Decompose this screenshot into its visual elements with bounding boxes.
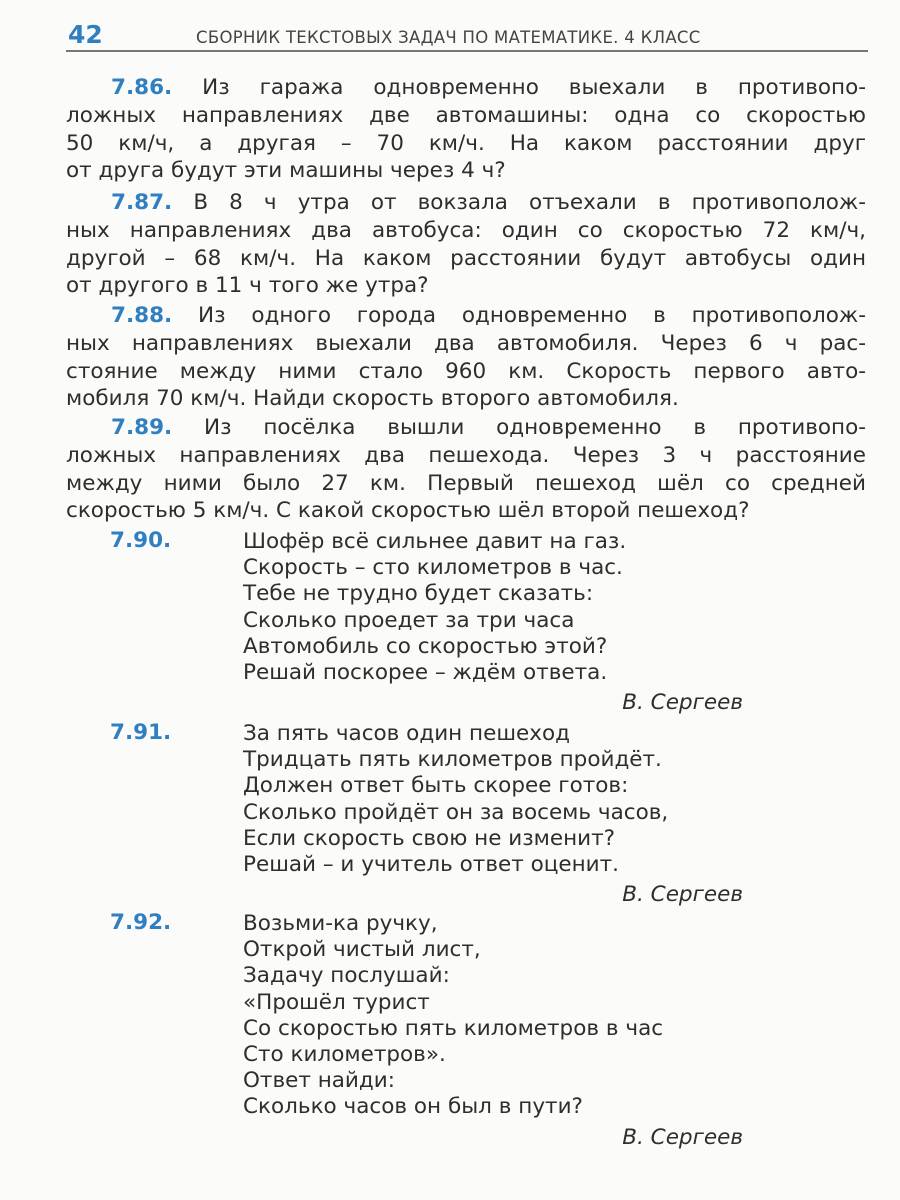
problem-788 (66, 302, 866, 413)
poem-line: Сто километров». (243, 1041, 446, 1067)
poem-line: Сколько пройдёт он за восемь часов, (243, 799, 669, 825)
problem-number: 7.92. (110, 910, 172, 935)
poem-line: Открой чистый лист, (243, 937, 481, 963)
poem-line: Возьми-ка ручку, (243, 911, 438, 936)
problem-787 (66, 189, 866, 300)
poem-line: Задачу послушай: (243, 963, 450, 989)
problem-text: Из посёлка вышли одновременно в противопо- (204, 415, 866, 440)
poem-author: В. Сергеев (622, 1124, 743, 1150)
problem-line (66, 302, 866, 330)
problem-text: Из одного города одновременно в противополож- (198, 303, 866, 328)
problem-text: В 8 ч утра от вокзала отъехали в противополож- (193, 190, 866, 215)
problem-line: от другого в 11 ч того же утра? (66, 273, 429, 299)
poem-line: Ответ найди: (243, 1068, 395, 1094)
poem-line: Сколько часов он был в пути? (243, 1094, 583, 1120)
problem-line (66, 189, 866, 217)
problem-number: 7.87. (111, 190, 173, 215)
problem-number: 7.88. (111, 303, 173, 328)
header-divider (66, 50, 868, 52)
problem-line: скоростью 5 км/ч. С какой скоростью шёл второй пешеход? (66, 498, 750, 524)
poem-line: Если скорость свою не изменит? (243, 825, 616, 851)
poem-author: В. Сергеев (622, 690, 743, 716)
running-title: СБОРНИК ТЕКСТОВЫХ ЗАДАЧ ПО МАТЕМАТИКЕ. 4 КЛАСС (196, 28, 701, 47)
problem-line: другой – 68 км/ч. На каком расстоянии будут автобусы один (66, 245, 866, 271)
problem-line: от друга будут эти машины через 4 ч? (66, 158, 506, 184)
problem-line: ных направлениях выехали два автомобиля. Через 6 ч рас- (66, 330, 866, 356)
problem-number: 7.86. (111, 75, 173, 100)
poem-author: В. Сергеев (622, 882, 743, 908)
poem-line: Шофёр всё сильнее давит на газ. (243, 529, 627, 554)
problem-line: ных направлениях два автобуса: один со скоростью 72 км/ч, (66, 217, 866, 243)
problem-number: 7.91. (110, 720, 172, 745)
page-number: 42 (68, 20, 103, 49)
problem-786 (66, 74, 866, 185)
problem-line (66, 74, 866, 102)
poem-line: «Прошёл турист (243, 989, 430, 1015)
poem-792 (243, 911, 743, 1153)
poem-line: За пять часов один пешеход (243, 721, 570, 746)
problem-line: между ними было 27 км. Первый пешеход шёл со средней (66, 470, 866, 496)
poem-line: Решай поскорее – ждём ответа. (243, 659, 608, 685)
poem-line: Тридцать пять километров пройдёт. (243, 747, 662, 773)
problem-line (66, 414, 866, 442)
problem-line: ложных направлениях два пешехода. Через 3 ч расстояние (66, 442, 866, 468)
poem-line: Тебе не трудно будет сказать: (243, 581, 594, 607)
poem-791 (243, 721, 743, 910)
poem-line: Автомобиль со скоростью этой? (243, 633, 608, 659)
problem-line: 50 км/ч, а другая – 70 км/ч. На каком расстоянии друг (66, 130, 866, 156)
problem-text: Из гаража одновременно выехали в противопо- (202, 75, 866, 100)
poem-line: Со скоростью пять километров в час (243, 1015, 664, 1041)
problem-line: ложных направлениях две автомашины: одна со скоростью (66, 102, 866, 128)
problem-789 (66, 414, 866, 525)
problem-line: стояние между ними стало 960 км. Скорость первого авто- (66, 358, 866, 384)
poem-line: Скорость – сто километров в час. (243, 555, 623, 581)
poem-line: Решай – и учитель ответ оценит. (243, 851, 619, 877)
poem-line: Должен ответ быть скорее готов: (243, 773, 629, 799)
problem-number: 7.90. (110, 528, 172, 553)
problem-line: мобиля 70 км/ч. Найди скорость второго автомобиля. (66, 386, 679, 412)
poem-790 (243, 529, 743, 718)
problem-number: 7.89. (111, 415, 173, 440)
poem-line: Сколько проедет за три часа (243, 607, 575, 633)
